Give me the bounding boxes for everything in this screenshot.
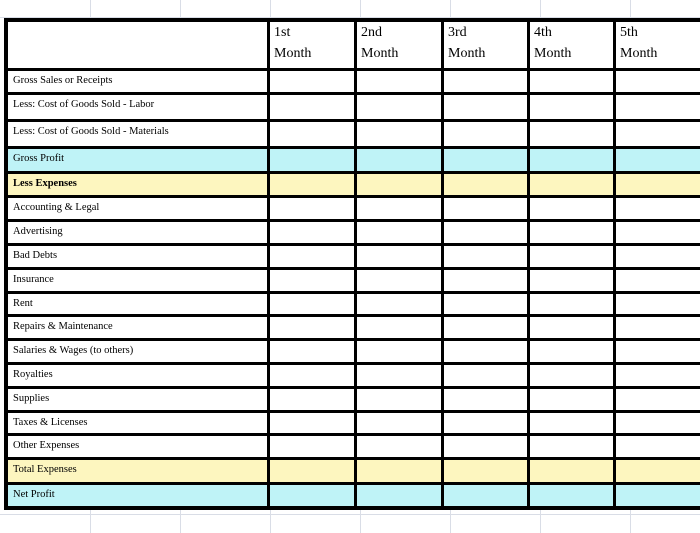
month-header-2 bbox=[357, 22, 441, 68]
month-1-value-cell[interactable] bbox=[270, 389, 354, 410]
month-2-value-cell[interactable] bbox=[357, 270, 441, 291]
row-label: Taxes & Licenses bbox=[8, 413, 267, 433]
month-3-value-cell[interactable] bbox=[444, 294, 527, 314]
month-4-value-cell[interactable] bbox=[530, 485, 613, 506]
month-4-value-cell[interactable] bbox=[530, 122, 613, 146]
month-4-value-cell[interactable] bbox=[530, 222, 613, 243]
month-2-value-cell[interactable] bbox=[357, 294, 441, 314]
month-5-value-cell[interactable] bbox=[616, 317, 700, 338]
month-1-value-cell[interactable] bbox=[270, 294, 354, 314]
header-blank-cell bbox=[8, 22, 267, 68]
month-3-value-cell[interactable] bbox=[444, 122, 527, 146]
month-1-value-cell[interactable] bbox=[270, 317, 354, 338]
gridline bbox=[0, 514, 700, 515]
month-1-value-cell[interactable] bbox=[270, 413, 354, 433]
month-4-value-cell[interactable] bbox=[530, 270, 613, 291]
row-label: Insurance bbox=[8, 270, 267, 291]
month-3-value-cell[interactable] bbox=[444, 460, 527, 482]
month-1-value-cell[interactable] bbox=[270, 365, 354, 386]
row-label: Less Expenses bbox=[8, 174, 267, 195]
row-label: Supplies bbox=[8, 389, 267, 410]
month-5-value-cell[interactable] bbox=[616, 294, 700, 314]
month-4-value-cell[interactable] bbox=[530, 317, 613, 338]
month-2-value-cell[interactable] bbox=[357, 222, 441, 243]
month-4-value-cell[interactable] bbox=[530, 246, 613, 267]
row-label: Gross Sales or Receipts bbox=[8, 71, 267, 92]
month-4-value-cell[interactable] bbox=[530, 71, 613, 92]
month-label: Month bbox=[361, 46, 399, 61]
month-5-value-cell[interactable] bbox=[616, 460, 700, 482]
month-ordinal: 2nd bbox=[361, 25, 382, 40]
month-2-value-cell[interactable] bbox=[357, 174, 441, 195]
month-1-value-cell[interactable] bbox=[270, 222, 354, 243]
month-5-value-cell[interactable] bbox=[616, 436, 700, 457]
row-label: Accounting & Legal bbox=[8, 198, 267, 219]
month-5-value-cell[interactable] bbox=[616, 174, 700, 195]
month-5-value-cell[interactable] bbox=[616, 149, 700, 171]
month-1-value-cell[interactable] bbox=[270, 436, 354, 457]
month-1-value-cell[interactable] bbox=[270, 341, 354, 362]
month-2-value-cell[interactable] bbox=[357, 198, 441, 219]
row-label: Repairs & Maintenance bbox=[8, 317, 267, 338]
month-label: Month bbox=[534, 46, 572, 61]
month-2-value-cell[interactable] bbox=[357, 436, 441, 457]
month-ordinal: 3rd bbox=[448, 25, 467, 40]
month-3-value-cell[interactable] bbox=[444, 317, 527, 338]
month-4-value-cell[interactable] bbox=[530, 460, 613, 482]
month-4-value-cell[interactable] bbox=[530, 413, 613, 433]
month-2-value-cell[interactable] bbox=[357, 71, 441, 92]
month-1-value-cell[interactable] bbox=[270, 270, 354, 291]
month-2-value-cell[interactable] bbox=[357, 389, 441, 410]
month-1-value-cell[interactable] bbox=[270, 485, 354, 506]
month-2-value-cell[interactable] bbox=[357, 485, 441, 506]
month-label: Month bbox=[620, 46, 658, 61]
month-3-value-cell[interactable] bbox=[444, 71, 527, 92]
month-3-value-cell[interactable] bbox=[444, 413, 527, 433]
row-label: Rent bbox=[8, 294, 267, 314]
month-4-value-cell[interactable] bbox=[530, 365, 613, 386]
month-1-value-cell[interactable] bbox=[270, 95, 354, 119]
month-2-value-cell[interactable] bbox=[357, 413, 441, 433]
month-ordinal: 4th bbox=[534, 25, 552, 40]
month-1-value-cell[interactable] bbox=[270, 198, 354, 219]
month-1-value-cell[interactable] bbox=[270, 174, 354, 195]
month-label: Month bbox=[274, 46, 312, 61]
month-5-value-cell[interactable] bbox=[616, 341, 700, 362]
month-4-value-cell[interactable] bbox=[530, 389, 613, 410]
month-2-value-cell[interactable] bbox=[357, 246, 441, 267]
month-5-value-cell[interactable] bbox=[616, 198, 700, 219]
month-3-value-cell[interactable] bbox=[444, 485, 527, 506]
month-2-value-cell[interactable] bbox=[357, 317, 441, 338]
row-label: Salaries & Wages (to others) bbox=[8, 341, 267, 362]
row-label: Advertising bbox=[8, 222, 267, 243]
month-4-value-cell[interactable] bbox=[530, 174, 613, 195]
month-4-value-cell[interactable] bbox=[530, 95, 613, 119]
month-3-value-cell[interactable] bbox=[444, 389, 527, 410]
row-label: Bad Debts bbox=[8, 246, 267, 267]
month-header-3 bbox=[444, 22, 527, 68]
month-4-value-cell[interactable] bbox=[530, 341, 613, 362]
row-label: Less: Cost of Goods Sold - Labor bbox=[8, 95, 267, 119]
month-2-value-cell[interactable] bbox=[357, 460, 441, 482]
month-1-value-cell[interactable] bbox=[270, 149, 354, 171]
month-3-value-cell[interactable] bbox=[444, 270, 527, 291]
month-ordinal: 5th bbox=[620, 25, 638, 40]
month-2-value-cell[interactable] bbox=[357, 95, 441, 119]
month-label: Month bbox=[448, 46, 486, 61]
month-5-value-cell[interactable] bbox=[616, 389, 700, 410]
month-1-value-cell[interactable] bbox=[270, 122, 354, 146]
month-header-4 bbox=[530, 22, 613, 68]
month-3-value-cell[interactable] bbox=[444, 149, 527, 171]
profit-loss-projection-table bbox=[4, 18, 700, 510]
month-5-value-cell[interactable] bbox=[616, 413, 700, 433]
month-3-value-cell[interactable] bbox=[444, 436, 527, 457]
month-3-value-cell[interactable] bbox=[444, 222, 527, 243]
month-3-value-cell[interactable] bbox=[444, 246, 527, 267]
month-header-1 bbox=[270, 22, 354, 68]
month-1-value-cell[interactable] bbox=[270, 460, 354, 482]
row-label: Gross Profit bbox=[8, 149, 267, 171]
month-3-value-cell[interactable] bbox=[444, 198, 527, 219]
month-header-5 bbox=[616, 22, 700, 68]
month-2-value-cell[interactable] bbox=[357, 122, 441, 146]
month-4-value-cell[interactable] bbox=[530, 436, 613, 457]
month-4-value-cell[interactable] bbox=[530, 294, 613, 314]
month-3-value-cell[interactable] bbox=[444, 365, 527, 386]
month-5-value-cell[interactable] bbox=[616, 71, 700, 92]
month-5-value-cell[interactable] bbox=[616, 222, 700, 243]
row-label: Total Expenses bbox=[8, 460, 267, 482]
month-5-value-cell[interactable] bbox=[616, 246, 700, 267]
month-ordinal: 1st bbox=[274, 25, 291, 40]
month-2-value-cell[interactable] bbox=[357, 341, 441, 362]
row-label: Other Expenses bbox=[8, 436, 267, 457]
month-1-value-cell[interactable] bbox=[270, 246, 354, 267]
month-1-value-cell[interactable] bbox=[270, 71, 354, 92]
month-2-value-cell[interactable] bbox=[357, 365, 441, 386]
month-2-value-cell[interactable] bbox=[357, 149, 441, 171]
month-5-value-cell[interactable] bbox=[616, 270, 700, 291]
month-4-value-cell[interactable] bbox=[530, 198, 613, 219]
month-3-value-cell[interactable] bbox=[444, 95, 527, 119]
month-3-value-cell[interactable] bbox=[444, 341, 527, 362]
row-label: Net Profit bbox=[8, 485, 267, 506]
row-label: Less: Cost of Goods Sold - Materials bbox=[8, 122, 267, 146]
month-3-value-cell[interactable] bbox=[444, 174, 527, 195]
month-5-value-cell[interactable] bbox=[616, 95, 700, 119]
month-5-value-cell[interactable] bbox=[616, 122, 700, 146]
month-5-value-cell[interactable] bbox=[616, 485, 700, 506]
month-4-value-cell[interactable] bbox=[530, 149, 613, 171]
month-5-value-cell[interactable] bbox=[616, 365, 700, 386]
row-label: Royalties bbox=[8, 365, 267, 386]
